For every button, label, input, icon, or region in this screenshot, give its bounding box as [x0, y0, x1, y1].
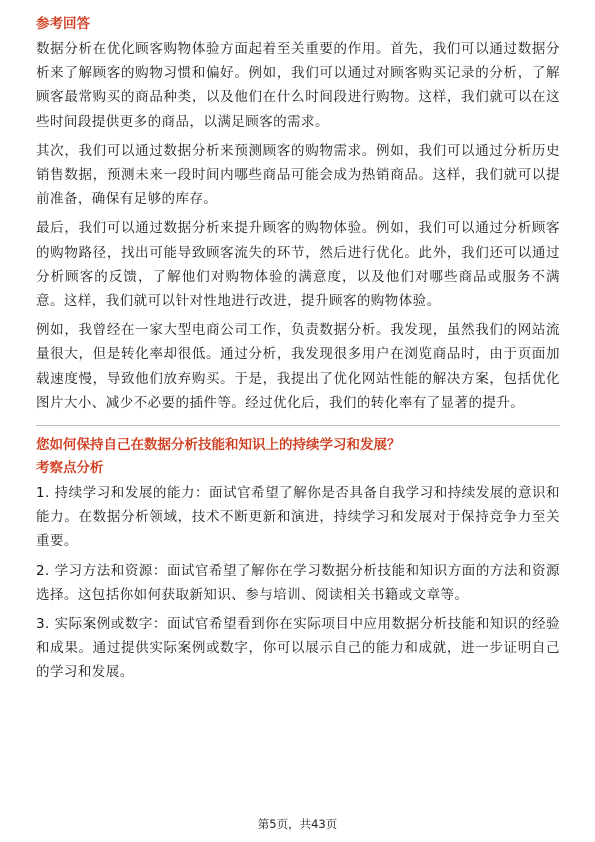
question-title: 您如何保持自己在数据分析技能和知识上的持续学习和发展？: [36, 437, 401, 454]
section-divider: [36, 425, 560, 426]
analysis-item-1: 1. 持续学习和发展的能力：面试官希望了解你是否具备自我学习和持续发展的意识和能力。在数据分析领域，技术不断更新和演进，持续学习和发展对于保持竞争力至关重要。: [36, 485, 560, 550]
answer-heading: 参考回答: [36, 16, 90, 32]
answer-paragraph-2: 其次，我们可以通过数据分析来预测顾客的购物需求。例如，我们可以通过分析历史销售数据，预测未来一段时间内哪些商品可能会成为热销商品。这样，我们就可以提前准备，确保有足够的库存。: [36, 142, 560, 208]
analysis-item-2: 2. 学习方法和资源：面试官希望了解你在学习数据分析技能和知识方面的方法和资源选择。这包括你如何获取新知识、参与培训、阅读相关书籍或文章等。: [36, 562, 560, 603]
answer-paragraph-1: 数据分析在优化顾客购物体验方面起着至关重要的作用。首先，我们可以通过数据分析来了解顾客的购物习惯和偏好。例如，我们可以通过对顾客购买记录的分析，了解顾客最常购买的商品种类，以及他们在什么时间段进行购物。这样，我们就可以在这些时间段提供更多的商品，以满足顾客的需求。: [36, 41, 560, 130]
page-number: 第5页，共43页: [257, 817, 338, 831]
page-content: [36, 14, 560, 690]
analysis-heading: 考察点分析: [36, 460, 104, 477]
answer-paragraph-4: 例如，我曾经在一家大型电商公司工作，负责数据分析。我发现，虽然我们的网站流量很大，但是转化率却很低。通过分析，我发现很多用户在浏览商品时，由于页面加载速度慢，导致他们放弃购买。于是，我提出了优化网站性能的解决方案，包括优化图片大小、减少不必要的插件等。经过优化后，我们的转化率有了显著的提升。: [36, 322, 560, 411]
analysis-item-3: 3. 实际案例或数字：面试官希望看到你在实际项目中应用数据分析技能和知识的经验和成果。通过提供实际案例或数字，你可以展示自己的能力和成就，进一步证明自己的学习和发展。: [36, 616, 560, 681]
answer-paragraph-3: 最后，我们可以通过数据分析来提升顾客的购物体验。例如，我们可以通过分析顾客的购物路径，找出可能导致顾客流失的环节，然后进行优化。此外，我们还可以通过分析顾客的反馈，了解他们对购物体验的满意度，以及他们对哪些商品或服务不满意。这样，我们就可以针对性地进行改进，提升顾客的购物体验。: [36, 220, 560, 310]
